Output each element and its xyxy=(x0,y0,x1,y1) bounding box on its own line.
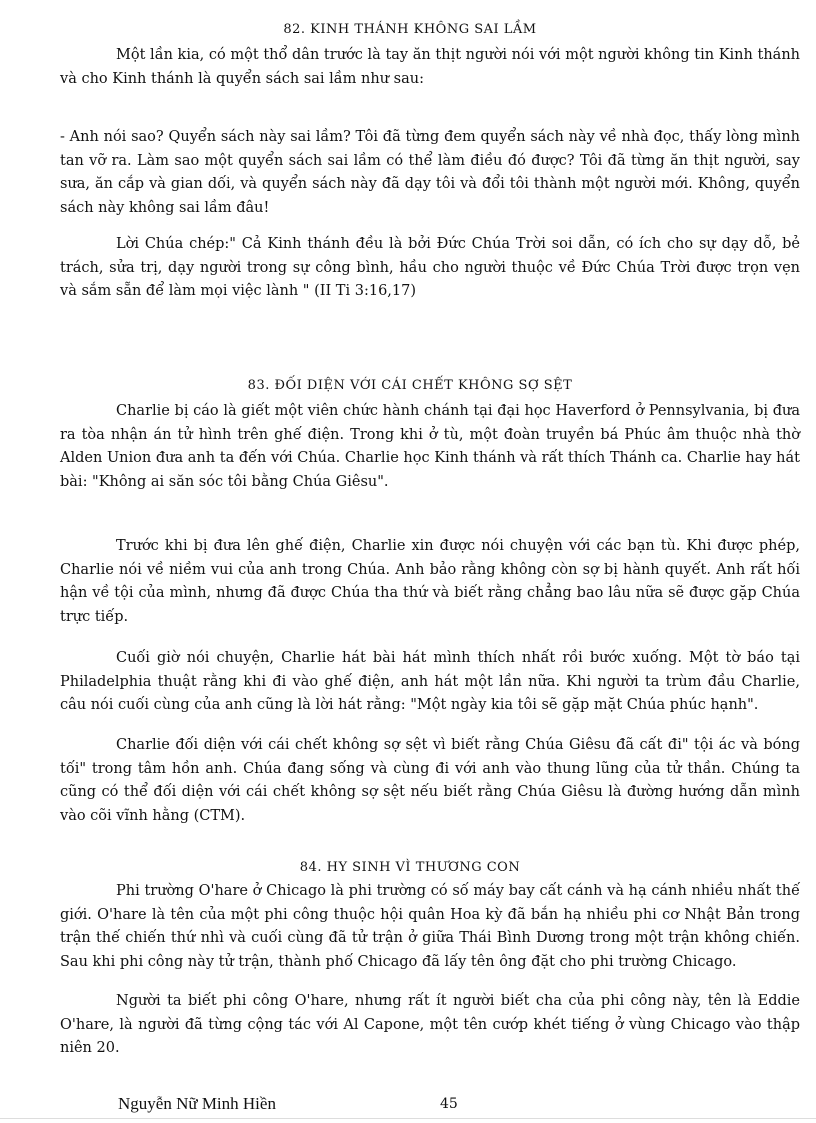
paragraph: Lời Chúa chép:" Cả Kinh thánh đều là bởi Đức Chúa Trời soi dẫn, có ích cho sự dạy dỗ, bẻ trách, sửa trị, dạy người trong sự công bình, hầu cho người thuộc về Đức Chúa Trời được trọn vẹn và sắm sẵn để làm mọi việc lành " (II Ti 3:16,17) xyxy=(60,236,800,299)
paragraph: Charlie bị cáo là giết một viên chức hành chánh tại đại học Haverford ở Pennsylvania, bị đưa ra tòa nhận án tử hình trên ghế điện. Trong khi ở tù, một đoàn truyền bá Phúc âm thuộc nhà thờ Alden Union đưa anh ta đến với Chúa. Charlie học Kinh thánh và rất thích Thánh ca. Charlie hay hát bài: "Không ai săn sóc tôi bằng Chúa Giêsu". xyxy=(60,403,800,490)
page-number: 45 xyxy=(440,1096,458,1112)
paragraph: Phi trường O'hare ở Chicago là phi trường có số máy bay cất cánh và hạ cánh nhiều nhất thế giới. O'hare là tên của một phi công thuộc hội quân Hoa kỳ đã bắn hạ nhiều phi cơ Nhật Bản trong trận thế chiến thứ nhì và cuối cùng đã tử trận ở giữa Thái Bình Dương trong một trận không chiến. Sau khi phi công này tử trận, thành phố Chicago đã lấy tên ông đặt cho phi trường Chicago. xyxy=(60,883,800,970)
paragraph: Trước khi bị đưa lên ghế điện, Charlie xin được nói chuyện với các bạn tù. Khi được phép, Charlie nói về niềm vui của anh trong Chúa. Anh bảo rằng không còn sợ bị hành quyết. Anh rất hối hận về tội của mình, nhưng đã được Chúa tha thứ và biết rằng chẳng bao lâu nữa sẽ được gặp Chúa trực tiếp. xyxy=(60,538,800,625)
footer-author: Nguyễn Nữ Minh Hiền xyxy=(118,1094,276,1113)
section-heading-82: 82. KINH THÁNH KHÔNG SAI LẦM xyxy=(283,22,537,37)
paragraph: Cuối giờ nói chuyện, Charlie hát bài hát mình thích nhất rồi bước xuống. Một tờ báo tại Philadelphia thuật rằng khi đi vào ghế điện, anh hát một lần nữa. Khi người ta trùm đầu Charlie, câu nói cuối cùng của anh cũng là lời hát rằng: "Một ngày kia tôi sẽ gặp mặt Chúa phúc hạnh". xyxy=(60,650,800,713)
paragraph: Charlie đối diện với cái chết không sợ sệt vì biết rằng Chúa Giêsu đã cất đi" tội ác và bóng tối" trong tâm hồn anh. Chúa đang sống và cùng đi với anh vào thung lũng của tử thần. Chúng ta cũng có thể đối diện với cái chết không sợ sệt nếu biết rằng Chúa Giêsu là đường hướng dẫn mình vào cõi vĩnh hằng (CTM). xyxy=(60,737,800,824)
paragraph: - Anh nói sao? Quyển sách này sai lầm? Tôi đã từng đem quyển sách này về nhà đọc, thấy lòng mình tan vỡ ra. Làm sao một quyển sách sai lầm có thể làm điều đó được? Tôi đã từng ăn thịt người, say sưa, ăn cắp và gian dối, và quyển sách này đã dạy tôi và đổi tôi thành một người mới. Không, quyển sách này không sai lầm đâu! xyxy=(60,129,800,216)
paragraph: Người ta biết phi công O'hare, nhưng rất ít người biết cha của phi công này, tên là Eddie O'hare, là người đã từng cộng tác với Al Capone, một tên cướp khét tiếng ở vùng Chicago vào thập niên 20. xyxy=(60,993,800,1056)
section-heading-83: 83. ĐỐI DIỆN VỚI CÁI CHẾT KHÔNG SỢ SỆT xyxy=(247,378,573,393)
scan-edge-divider xyxy=(0,1118,816,1119)
paragraph: Một lần kia, có một thổ dân trước là tay ăn thịt người nói với một người không tin Kinh thánh và cho Kinh thánh là quyển sách sai lầm như sau: xyxy=(60,47,800,87)
section-heading-84: 84. HY SINH VÌ THƯƠNG CON xyxy=(299,860,521,875)
